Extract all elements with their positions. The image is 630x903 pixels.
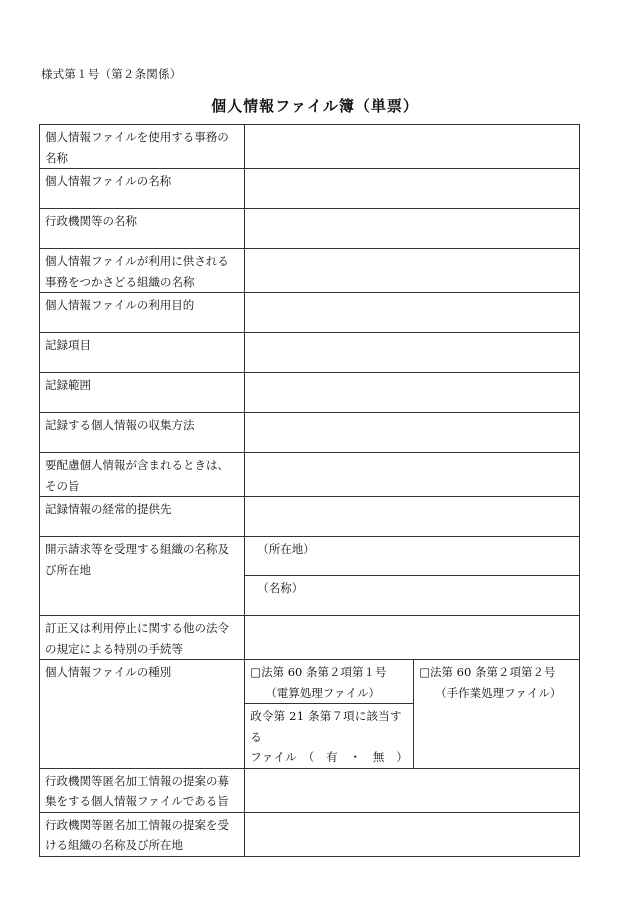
table-row [40, 209, 580, 249]
table-row [40, 537, 580, 576]
row-label-organization-name: 個人情報ファイルが利用に供される事務をつかさどる組織の名称 [40, 249, 245, 293]
row-label-record-items: 記録項目 [40, 333, 245, 373]
table-row [40, 768, 580, 812]
table-row [40, 293, 580, 333]
row-label-sensitive-info: 要配慮個人情報が含まれるときは、その旨 [40, 453, 245, 497]
file-type-option-manual[interactable] [414, 660, 580, 769]
anonymized-proposal-file-field[interactable] [245, 768, 580, 812]
table-row [40, 333, 580, 373]
table-row [40, 453, 580, 497]
record-items-field[interactable] [245, 333, 580, 373]
row-label-agency-name: 行政機関等の名称 [40, 209, 245, 249]
table-row [40, 616, 580, 660]
electronic-option-note: （電算処理ファイル） [265, 685, 380, 700]
disclosure-location-field[interactable] [245, 537, 580, 576]
row-label-anonymized-proposal-file: 行政機関等匿名加工情報の提案の募集をする個人情報ファイルである旨 [40, 768, 245, 812]
manual-option-note: （手作業処理ファイル） [435, 685, 562, 700]
table-row [40, 169, 580, 209]
personal-info-file-register-table [39, 124, 580, 857]
table-row [40, 660, 580, 704]
row-label-business-name: 個人情報ファイルを使用する事務の名称 [40, 125, 245, 169]
row-label-record-scope: 記録範囲 [40, 373, 245, 413]
row-label-file-type: 個人情報ファイルの種別 [40, 660, 245, 769]
special-procedures-field[interactable] [245, 616, 580, 660]
regular-recipients-field[interactable] [245, 497, 580, 537]
anonymized-proposal-office-field[interactable] [245, 812, 580, 856]
collection-method-field[interactable] [245, 413, 580, 453]
table-row [40, 249, 580, 293]
cabinet-order-text: 政令第 21 条第７項に該当する [250, 709, 402, 744]
cabinet-order-applicability[interactable] [245, 704, 414, 769]
row-label-regular-recipients: 記録情報の経常的提供先 [40, 497, 245, 537]
page-title: 個人情報ファイル簿（単票） [211, 97, 419, 115]
sensitive-info-field[interactable] [245, 453, 580, 497]
manual-option-text: □法第 60 条第２項第２号 [419, 665, 556, 679]
electronic-option-text: □法第 60 条第２項第１号 [250, 665, 387, 679]
row-label-collection-method: 記録する個人情報の収集方法 [40, 413, 245, 453]
table-row [40, 125, 580, 169]
file-type-option-electronic[interactable] [245, 660, 414, 704]
table-row [40, 497, 580, 537]
record-scope-field[interactable] [245, 373, 580, 413]
row-label-disclosure-office: 開示請求等を受理する組織の名称及び所在地 [40, 537, 245, 616]
agency-name-field[interactable] [245, 209, 580, 249]
business-name-field[interactable] [245, 125, 580, 169]
row-label-file-name: 個人情報ファイルの名称 [40, 169, 245, 209]
table-row [40, 413, 580, 453]
cabinet-order-yes-no: ファイル （ 有 ・ 無 ） [250, 750, 409, 764]
purpose-field[interactable] [245, 293, 580, 333]
file-name-field[interactable] [245, 169, 580, 209]
table-row [40, 373, 580, 413]
disclosure-name-field[interactable] [245, 576, 580, 616]
organization-name-field[interactable] [245, 249, 580, 293]
row-label-anonymized-proposal-office: 行政機関等匿名加工情報の提案を受ける組織の名称及び所在地 [40, 812, 245, 856]
location-label: （所在地） [257, 542, 315, 556]
row-label-purpose: 個人情報ファイルの利用目的 [40, 293, 245, 333]
table-row [40, 812, 580, 856]
form-number: 様式第１号（第２条関係） [41, 67, 182, 81]
row-label-special-procedures: 訂正又は利用停止に関する他の法令の規定による特別の手続等 [40, 616, 245, 660]
name-label: （名称） [257, 581, 304, 595]
